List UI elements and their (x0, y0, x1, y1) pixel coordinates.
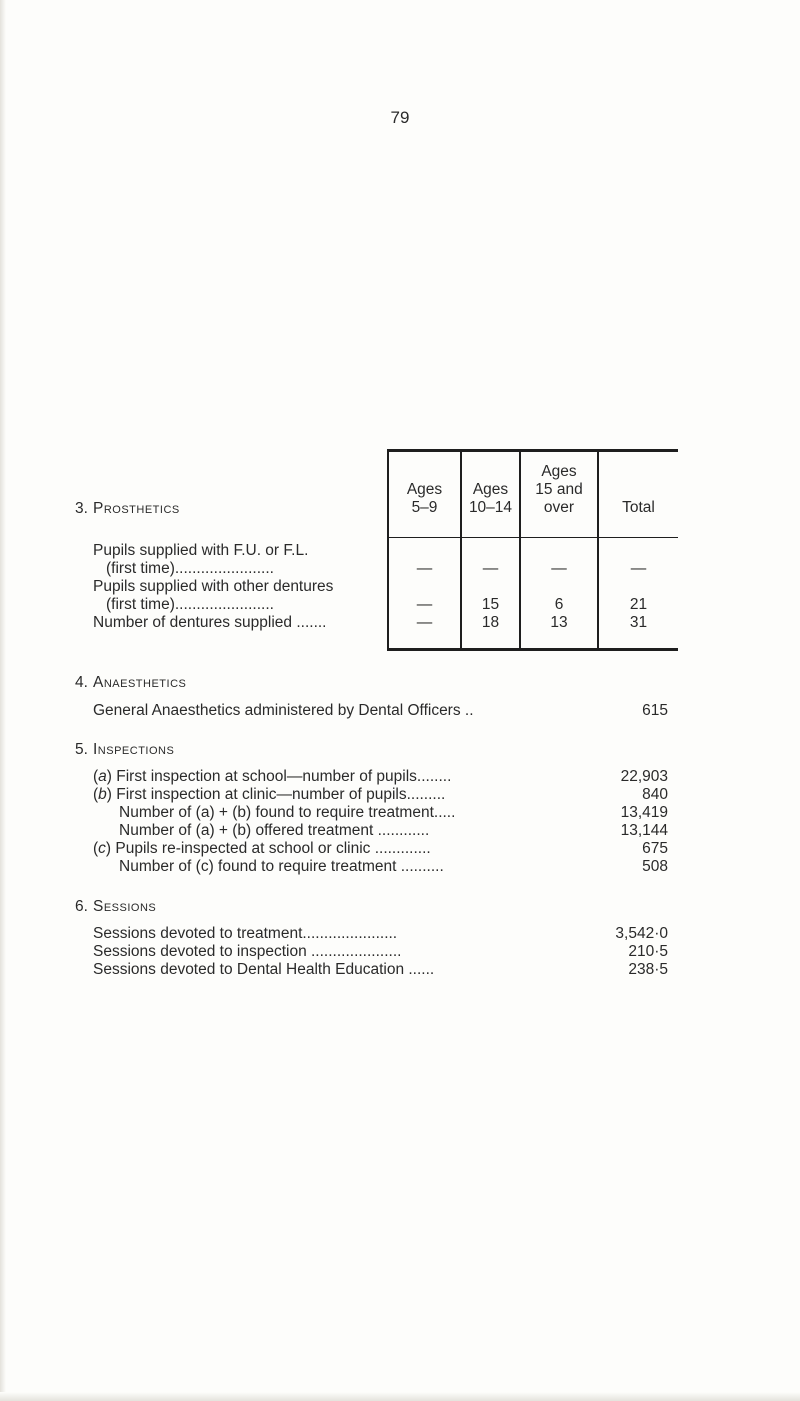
item-paren: ( (93, 786, 99, 803)
sessions-item-inspection: Sessions devoted to inspection ..................... (93, 943, 402, 960)
table-cell: 31 (629, 614, 648, 631)
anaesthetics-heading-number: 4. (75, 674, 88, 691)
prosthetics-heading: Prosthetics (93, 500, 180, 517)
column-header-line: 5–9 (411, 499, 438, 516)
sessions-item-treatment: Sessions devoted to treatment...................... (93, 925, 398, 942)
anaesthetics-value: 615 (642, 702, 668, 719)
item-text: First inspection at school—number of pupils........ (116, 768, 452, 785)
row-label-first-time: (first time)....................... (106, 560, 274, 577)
table-cell: — (482, 560, 499, 577)
item-paren: ( (93, 768, 99, 785)
column-header-ages-5-9 (389, 463, 460, 517)
table-top-rule (387, 449, 678, 452)
column-header-line: Total (622, 499, 655, 516)
item-letter: b (98, 786, 107, 803)
sessions-item-dental-health-education: Sessions devoted to Dental Health Education ...... (93, 961, 435, 978)
inspection-value-ab-offered: 13,144 (620, 822, 668, 839)
row-label-first-time: (first time)....................... (106, 596, 274, 613)
sessions-value-dental-health-education: 238·5 (628, 961, 668, 978)
column-header-ages-10-14 (462, 463, 519, 517)
anaesthetics-line: General Anaesthetics administered by Dental Officers .. (93, 702, 474, 719)
inspections-heading-number: 5. (75, 741, 88, 758)
sessions-value-inspection: 210·5 (628, 943, 668, 960)
inspection-item-ab-require: Number of (a) + (b) found to require treatment..... (119, 804, 456, 821)
item-text: First inspection at clinic—number of pupils......... (116, 786, 446, 803)
column-header-line (599, 481, 678, 499)
sessions-heading-number: 6. (75, 898, 88, 915)
table-cell: 21 (629, 596, 648, 613)
scan-left-edge (0, 0, 6, 1401)
sessions-heading: Sessions (93, 898, 157, 915)
column-header-line: 10–14 (468, 499, 513, 516)
inspections-heading: Inspections (93, 741, 175, 758)
inspection-item-c (93, 840, 431, 858)
row-label-fu-fl: Pupils supplied with F.U. or F.L. (93, 542, 309, 559)
table-cell: — (416, 596, 433, 613)
inspection-item-c-require: Number of (c) found to require treatment .......... (119, 858, 444, 875)
item-paren: ) (106, 768, 117, 785)
item-paren: ( (93, 840, 99, 857)
inspection-item-ab-offered: Number of (a) + (b) offered treatment ............ (119, 822, 430, 839)
item-paren: ) (105, 840, 116, 857)
inspection-item-a (93, 768, 451, 786)
anaesthetics-heading: Anaesthetics (93, 674, 187, 691)
row-label-dentures-supplied: Number of dentures supplied ....... (93, 614, 327, 631)
table-bottom-rule (387, 648, 678, 651)
table-cell: — (551, 560, 567, 577)
column-header-line: Ages (472, 481, 509, 498)
column-header-line: Ages (406, 481, 443, 498)
item-paren: ) (106, 786, 117, 803)
column-header-line: over (543, 499, 575, 516)
column-header-total (599, 463, 678, 517)
inspection-value-a: 22,903 (620, 768, 668, 785)
prosthetics-heading-number: 3. (75, 500, 88, 517)
column-header-line (389, 463, 460, 481)
column-header-line: Ages (541, 463, 577, 480)
scan-bottom-edge (0, 1392, 800, 1401)
table-cell: — (416, 614, 433, 631)
column-header-line (599, 463, 678, 481)
column-header-ages-15-over (521, 463, 597, 517)
table-header-rule (387, 537, 678, 538)
table-cell: 15 (481, 596, 500, 613)
inspection-value-c: 675 (642, 840, 668, 857)
table-cell: 18 (481, 614, 500, 631)
column-header-line: 15 and (535, 481, 583, 498)
inspection-value-c-require: 508 (642, 858, 668, 875)
item-letter: c (98, 840, 106, 857)
inspection-value-ab-require: 13,419 (620, 804, 668, 821)
table-cell: 6 (554, 596, 564, 613)
inspection-item-b (93, 786, 445, 804)
table-cell: — (416, 560, 433, 577)
row-label-other-dentures: Pupils supplied with other dentures (93, 578, 334, 595)
column-header-line (462, 463, 519, 481)
page-number: 79 (390, 108, 410, 127)
sessions-value-treatment: 3,542·0 (615, 925, 668, 942)
item-letter: a (98, 768, 107, 785)
inspection-value-b: 840 (642, 786, 668, 803)
item-text: Pupils re-inspected at school or clinic ............. (115, 840, 431, 857)
table-cell: — (630, 560, 647, 577)
table-cell: 13 (550, 614, 568, 631)
